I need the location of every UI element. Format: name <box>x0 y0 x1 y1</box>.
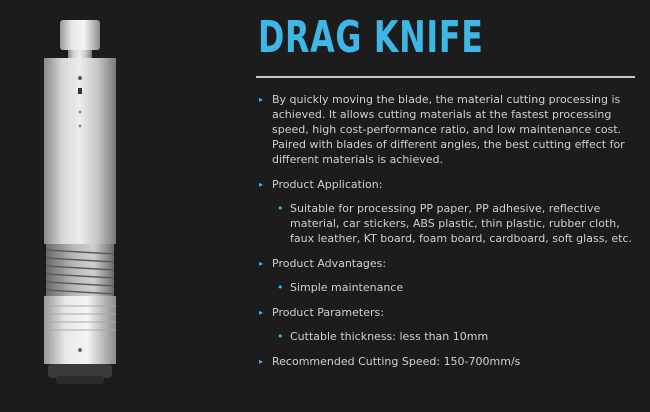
sub-item-advantages-detail <box>256 280 636 295</box>
arrow-bullet-icon: ▸ <box>259 308 264 317</box>
dot-bullet-icon: • <box>277 281 284 294</box>
intro-text: By quickly moving the blade, the material cutting processing is achieved. It allows cutting materials at the fastest processing speed, high cost-performance ratio, and low maintenance cost. Paired with blades of different angles, the best cutting effect for different materials is achieved. <box>272 93 625 166</box>
advantages-label: Product Advantages: <box>272 257 387 270</box>
application-detail: Suitable for processing PP paper, PP adhesive, reflective material, car stickers, ABS plastic, thin plastic, rubber cloth, faux leather, KT board, foam board, cardboard, soft glass, etc. <box>290 202 633 245</box>
dot-bullet-icon: • <box>277 330 284 343</box>
list-item-parameters <box>256 305 636 320</box>
title-divider <box>256 76 635 78</box>
parameters-label: Product Parameters: <box>272 306 384 319</box>
application-label: Product Application: <box>272 178 383 191</box>
parameters-detail: Cuttable thickness: less than 10mm <box>290 330 489 343</box>
dot-bullet-icon: • <box>277 202 284 215</box>
feature-list <box>256 92 636 369</box>
advantages-detail: Simple maintenance <box>290 281 404 294</box>
sub-item-application-detail <box>256 201 636 246</box>
arrow-bullet-icon: ▸ <box>259 95 264 104</box>
list-item-application <box>256 177 636 192</box>
list-item-advantages <box>256 256 636 271</box>
arrow-bullet-icon: ▸ <box>259 180 264 189</box>
speed-text: Recommended Cutting Speed: 150-700mm/s <box>272 355 521 368</box>
page-title: DRAG KNIFE <box>258 12 484 63</box>
sub-item-parameters-detail <box>256 329 636 344</box>
arrow-bullet-icon: ▸ <box>259 259 264 268</box>
list-item-speed <box>256 354 636 369</box>
arrow-bullet-icon: ▸ <box>259 357 264 366</box>
list-item-intro <box>256 92 636 167</box>
drag-knife-product-image <box>30 14 130 394</box>
